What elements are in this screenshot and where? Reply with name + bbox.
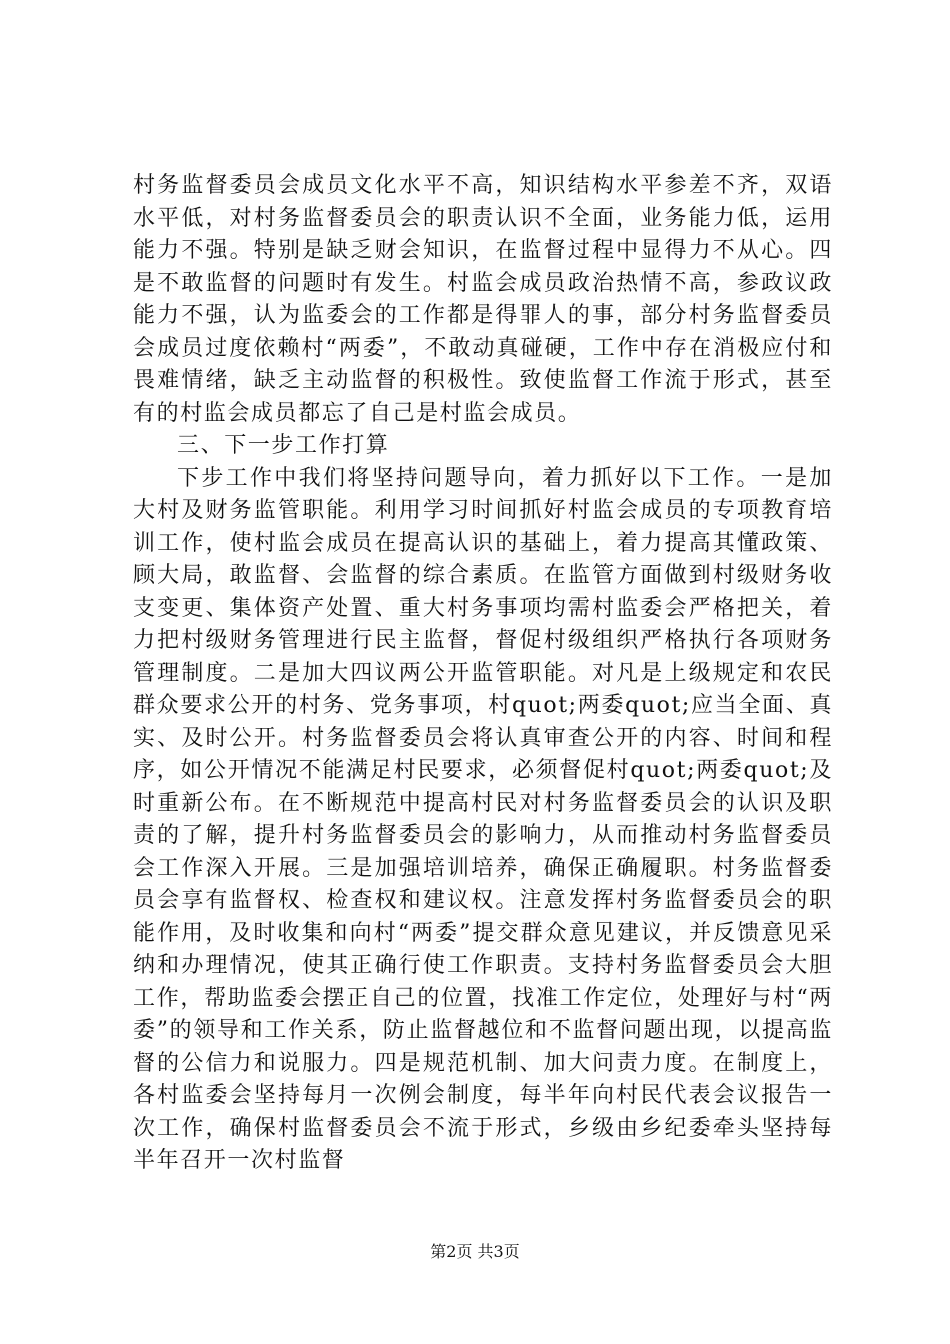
document-body: [133, 170, 833, 1178]
page-footer: [0, 1242, 950, 1262]
section-heading: 三、下一步工作打算: [177, 433, 390, 458]
paragraph-next-steps: 下步工作中我们将坚持问题导向，着力抓好以下工作。一是加大村及财务监管职能。利用学习时间抓好村监会成员的专项教育培训工作，使村监会成员在提高认识的基础上，着力提高其懂政策、顾大局，敢监督、会监督的综合素质。在监管方面做到村级财务收支变更、集体资产处置、重大村务事项均需村监委会严格把关，着力把村级财务管理进行民主监督，督促村级组织严格执行各项财务管理制度。二是加大四议两公开监管职能。对凡是上级规定和农民群众要求公开的村务、党务事项，村quot;两委quot;应当全面、真实、及时公开。村务监督委员会将认真审查公开的内容、时间和程序，如公开情况不能满足村民要求，必须督促村quot;两委quot;及时重新公布。在不断规范中提高村民对村务监督委员会的认识及职责的了解，提升村务监督委员会的影响力，从而推动村务监督委员会工作深入开展。三是加强培训培养，确保正确履职。村务监督委员会享有监督权、检查权和建议权。注意发挥村务监督委员会的职能作用，及时收集和向村“两委”提交群众意见建议，并反馈意见采纳和办理情况，使其正确行使工作职责。支持村务监督委员会大胆工作，帮助监委会摆正自己的位置，找准工作定位，处理好与村“两委”的领导和工作关系，防止监督越位和不监督问题出现，以提高监督的公信力和说服力。四是规范机制、加大问责力度。在制度上，各村监委会坚持每月一次例会制度，每半年向村民代表会议报告一次工作，确保村监督委员会不流于形式，乡级由乡纪委牵头坚持每半年召开一次村监督: [133, 465, 833, 1173]
paragraph-intro: 村务监督委员会成员文化水平不高，知识结构水平参差不齐，双语水平低，对村务监督委员会的职责认识不全面，业务能力低，运用能力不强。特别是缺乏财会知识，在监督过程中显得力不从心。四是不敢监督的问题时有发生。村监会成员政治热情不高，参政议政能力不强，认为监委会的工作都是得罪人的事，部分村务监督委员会成员过度依赖村“两委”，不敢动真碰硬，工作中存在消极应付和畏难情绪，缺乏主动监督的积极性。致使监督工作流于形式，甚至有的村监会成员都忘了自己是村监会成员。: [133, 173, 833, 426]
page-number: 第2页 共3页: [430, 1242, 520, 1261]
